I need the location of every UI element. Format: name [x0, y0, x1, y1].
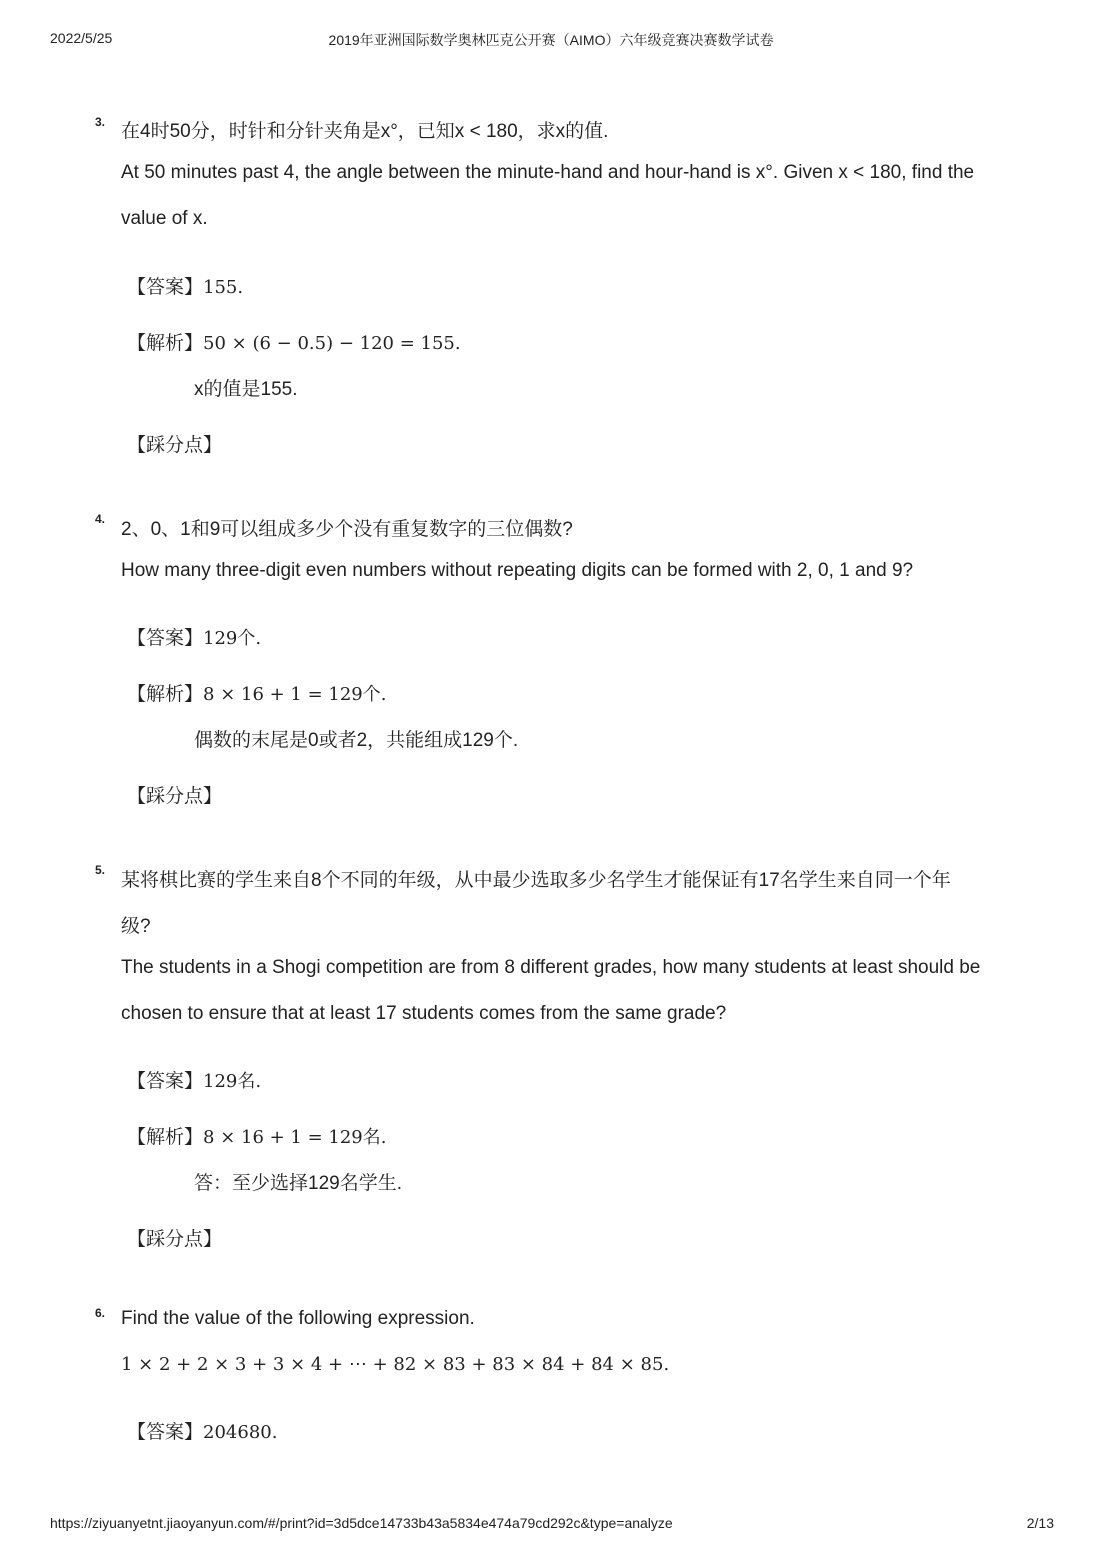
- question-text-cn-cont: 级?: [121, 916, 151, 937]
- analysis-explanation: x的值是155.: [194, 379, 298, 400]
- question-number: 3.: [95, 115, 106, 129]
- question-number: 5.: [95, 863, 106, 877]
- analysis-value: 8 × 16 + 1 = 129个.: [203, 684, 387, 705]
- analysis-label: 【解析】: [127, 684, 204, 705]
- answer-label: 【答案】: [127, 277, 204, 298]
- scoring-points-label: 【踩分点】: [127, 1229, 223, 1250]
- scoring-points-label: 【踩分点】: [127, 435, 223, 456]
- print-date: 2022/5/25: [50, 30, 113, 46]
- page-number: 2/13: [1026, 1515, 1054, 1531]
- question-number: 4.: [95, 512, 106, 526]
- question-text-en: At 50 minutes past 4, the angle between the minute-hand and hour-hand is x°. Given x < 180, find the: [121, 162, 975, 183]
- analysis-explanation: 偶数的末尾是0或者2，共能组成129个.: [194, 730, 519, 751]
- question-text-cn: 在4时50分，时针和分针夹角是x°，已知x < 180，求x的值.: [121, 121, 609, 142]
- question-expression: [121, 1354, 669, 1376]
- answer-label: 【答案】: [127, 628, 204, 649]
- analysis-row: [127, 1122, 386, 1149]
- answer-row: [127, 1417, 277, 1444]
- answer-row: [127, 623, 261, 650]
- answer-label: 【答案】: [127, 1422, 204, 1443]
- question-text-en: Find the value of the following expression.: [121, 1308, 475, 1329]
- answer-row: [127, 272, 243, 299]
- analysis-label: 【解析】: [127, 1127, 204, 1148]
- question-text-en-cont: value of x.: [121, 208, 208, 229]
- expression-value: 1 × 2 + 2 × 3 + 3 × 4 + ⋯ + 82 × 83 + 83 × 84 + 84 × 85.: [121, 1354, 670, 1375]
- analysis-value: 8 × 16 + 1 = 129名.: [203, 1127, 387, 1148]
- question-number: 6.: [95, 1306, 106, 1320]
- analysis-explanation: 答：至少选择129名学生.: [194, 1173, 402, 1194]
- analysis-row: [127, 328, 461, 355]
- answer-label: 【答案】: [127, 1071, 204, 1092]
- scoring-points-label: 【踩分点】: [127, 786, 223, 807]
- answer-value: 155.: [203, 277, 244, 298]
- page-title: 2019年亚洲国际数学奥林匹克公开赛（AIMO）六年级竞赛决赛数学试卷: [328, 32, 774, 48]
- answer-value: 204680.: [203, 1422, 278, 1443]
- analysis-row: [127, 679, 386, 706]
- answer-value: 129名.: [203, 1071, 262, 1092]
- question-text-cn: 某将棋比赛的学生来自8个不同的年级，从中最少选取多少名学生才能保证有17名学生来自同一个年: [121, 870, 951, 891]
- analysis-value: 50 × (6 − 0.5) − 120 = 155.: [203, 333, 461, 354]
- question-text-en: How many three-digit even numbers without repeating digits can be formed with 2, 0, 1 and 9?: [121, 560, 914, 581]
- question-text-en: The students in a Shogi competition are from 8 different grades, how many students at least should be: [121, 957, 981, 978]
- page-url: https://ziyuanyetnt.jiaoyanyun.com/#/print?id=3d5dce14733b43a5834e474a79cd292c&type=analyze: [50, 1515, 673, 1531]
- answer-value: 129个.: [203, 628, 262, 649]
- analysis-label: 【解析】: [127, 333, 204, 354]
- question-text-en-cont: chosen to ensure that at least 17 students comes from the same grade?: [121, 1003, 727, 1024]
- question-text-cn: 2、0、1和9可以组成多少个没有重复数字的三位偶数?: [121, 519, 573, 540]
- answer-row: [127, 1066, 261, 1093]
